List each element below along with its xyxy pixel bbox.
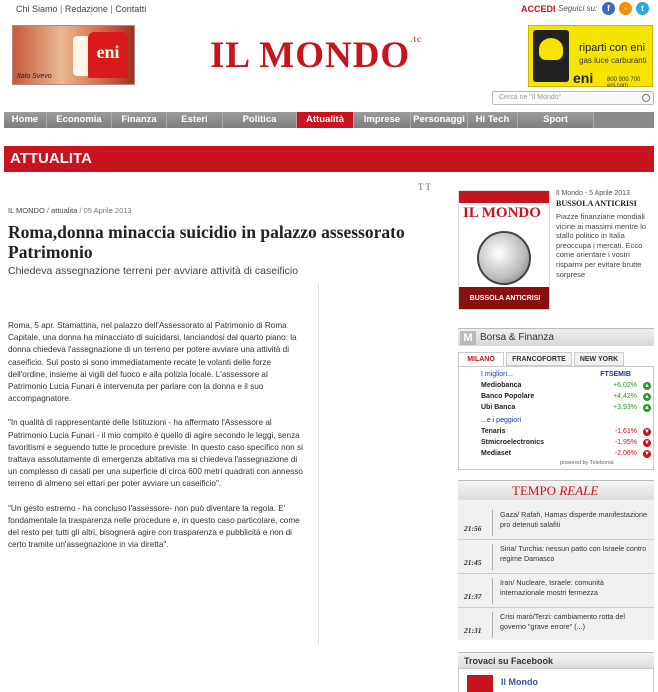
search-placeholder: Cerca ne "Il Mondo" [499, 94, 562, 101]
stock-change: -1,95% [614, 439, 637, 446]
search-input[interactable] [492, 91, 654, 105]
news-ticker [458, 500, 654, 640]
facebook-widget[interactable] [458, 668, 654, 692]
facebook-page-avatar [467, 675, 493, 692]
article-body [8, 320, 308, 563]
divider [492, 578, 493, 604]
search-icon[interactable] [642, 94, 650, 102]
market-tabs [458, 352, 654, 366]
article-date: 05 Aprile 2013 [83, 206, 132, 215]
twitter-icon[interactable]: t [636, 2, 649, 15]
column-divider [318, 284, 319, 644]
stock-name: Stmicroelectronics [481, 439, 545, 446]
eni-dog-logo-icon [533, 30, 569, 82]
ad-subline: gas luce carburanti [579, 56, 647, 65]
link-chi-siamo[interactable]: Chi Siamo [16, 4, 58, 14]
site-logo[interactable] [210, 34, 422, 77]
article-subtitle: Chiedeva assegnazione terreni per avviare attività di caseificio [8, 265, 299, 277]
borsa-title: Borsa & Finanza [480, 332, 554, 343]
divider [492, 510, 493, 536]
divider [492, 612, 493, 638]
table-row[interactable] [481, 427, 651, 437]
article-title: Roma,donna minaccia suicidio in palazzo assessorato Patrimonio [8, 222, 405, 262]
nav-attualita[interactable]: Attualità [297, 112, 354, 128]
follow-label: Seguici su: [558, 4, 598, 13]
nav-economia[interactable]: Economia [47, 112, 112, 128]
article-paragraph: "Un gesto estremo - ha concluso l'assessore- non può diventare la regola. E' fondamentale la trasparenza nelle procedure e, in questo caso particolare, come del resto per tutti gli altri, bisognerà agire con trasparenza e pubblicità e non di certo tramite un'assegnazione in via diretta". [8, 503, 300, 550]
arrow-down-icon: ▼ [644, 451, 650, 457]
table-row[interactable] [481, 403, 651, 413]
ad-banner-right[interactable] [528, 25, 653, 87]
nav-finanza[interactable]: Finanza [112, 112, 167, 128]
logo-suffix: .tc [410, 34, 422, 44]
main-nav [4, 112, 654, 128]
tempo-reale-header [458, 480, 654, 500]
rss-icon[interactable]: ◦ [619, 2, 632, 15]
tab-milano[interactable]: MILANO [458, 352, 504, 366]
cover-title[interactable]: BUSSOLA ANTICRISI [556, 199, 637, 208]
section-header [4, 146, 654, 172]
stock-change: +4,42% [613, 393, 637, 400]
login-link[interactable]: ACCEDI [521, 4, 556, 14]
stock-name: Ubi Banca [481, 404, 516, 411]
cover-masthead: IL MONDO [463, 205, 541, 221]
news-headline: Crisi marò/Terzi: cambiamento rotta del governo "grave errore" (...) [500, 612, 626, 631]
nav-imprese[interactable]: Imprese [354, 112, 411, 128]
ad-brand-logo: eni [88, 32, 128, 78]
table-row[interactable] [481, 381, 651, 391]
stock-change: -1,61% [614, 428, 637, 435]
title-part: REALE [559, 483, 599, 498]
divider [492, 544, 493, 570]
ad-headline: riparti con eni [579, 42, 646, 54]
news-headline: Gaza/ Rafah, Hamas disperde manifestazione pro detenuti salafiti [500, 510, 648, 529]
best-label: I migliori... [481, 371, 513, 378]
news-time: 21:31 [464, 626, 482, 635]
facebook-title: Trovaci su Facebook [464, 656, 554, 666]
logo-text: IL MONDO [210, 35, 411, 76]
arrow-up-icon: ▲ [644, 383, 650, 389]
arrow-up-icon: ▲ [644, 405, 650, 411]
nav-hi-tech[interactable]: Hi Tech [468, 112, 518, 128]
list-item[interactable] [458, 506, 654, 540]
nav-politica[interactable]: Politica [223, 112, 297, 128]
separator: | [60, 4, 65, 14]
table-row[interactable] [481, 392, 651, 402]
list-item[interactable] [458, 540, 654, 574]
font-size-controls[interactable]: T T [418, 182, 431, 192]
news-time: 21:45 [464, 558, 482, 567]
breadcrumb-site[interactable]: IL MONDO [8, 206, 45, 215]
worst-label: ...e i peggiori [481, 417, 522, 424]
facebook-icon[interactable]: f [602, 2, 615, 15]
stock-name: Banco Popolare [481, 393, 535, 400]
news-time: 21:37 [464, 592, 482, 601]
breadcrumb [8, 206, 132, 215]
link-redazione[interactable]: Redazione [64, 4, 108, 14]
arrow-down-icon: ▼ [644, 429, 650, 435]
nav-esteri[interactable]: Esteri [167, 112, 223, 128]
stock-change: +3,93% [613, 404, 637, 411]
arrow-up-icon: ▲ [644, 394, 650, 400]
separator: | [110, 4, 116, 14]
facebook-header [458, 652, 654, 668]
news-headline: Iran/ Nucleare, Israele: comunità internazionale mostri fermezza [500, 578, 604, 597]
news-headline: Siria/ Turchia: nessun patto con Israele contro regime Damasco [500, 544, 647, 563]
ad-brand: eni [573, 70, 594, 86]
ad-banner-left[interactable] [12, 25, 135, 85]
facebook-page-name[interactable]: Il Mondo [501, 677, 538, 687]
list-item[interactable] [458, 608, 654, 642]
arrow-down-icon: ▼ [644, 440, 650, 446]
table-row[interactable] [481, 449, 651, 459]
nav-home[interactable]: Home [4, 112, 47, 128]
table-row[interactable] [481, 438, 651, 448]
ad-contact: 800 900 700 eni.com [607, 77, 641, 89]
cover-date: Il Mondo - 5 Aprile 2013 [556, 190, 630, 197]
cover-description: Piazze finanziarie mondiali vicine ai massimi mentre lo stallo politico in Italia preoccupa i mercati. Ecco come orientare i vostri risparmi per evitare brutte sorprese [556, 212, 647, 279]
tab-francoforte[interactable]: FRANCOFORTE [506, 352, 572, 366]
section-title: ATTUALITA [10, 150, 92, 167]
stock-name: Mediobanca [481, 382, 522, 389]
borsa-header [458, 328, 654, 346]
powered-by: powered by Teleborsà [560, 460, 614, 466]
separator: / [79, 206, 84, 215]
nav-personaggi[interactable]: Personaggi [411, 112, 468, 128]
market-table [458, 366, 654, 470]
separator: / [46, 206, 52, 215]
breadcrumb-section[interactable]: attualita [51, 206, 78, 215]
nav-sport[interactable]: Sport [518, 112, 594, 128]
borsa-logo-icon: M [460, 331, 476, 345]
stock-name: Tenaris [481, 428, 506, 435]
index-label: FTSEMIB [600, 371, 631, 378]
title-part: TEMPO [512, 483, 557, 498]
news-time: 21:56 [464, 524, 482, 533]
tab-new-york[interactable]: NEW YORK [574, 352, 624, 366]
list-item[interactable] [458, 574, 654, 608]
article-paragraph: Roma, 5 apr. Stamattina, nel palazzo dell'Assessorato al Patrimonio di Roma Capitale, una donna ha minacciato di suicidarsi, lanciandosi dal quarto piano: la donna chiedeva l'assegnazione di un terreno per potere avviare una attività di caseificio. Sul posto si sono immediatamente recate le volanti delle forze dell'ordine, insieme ai vigili del fuoco e alla polizia locale. L'assessore al Patrimonio Lucia Funari è intervenuta per parlare con la donna e il suo accompagnatore. [8, 321, 297, 404]
top-links [16, 4, 146, 14]
stock-change: -2,06% [614, 450, 637, 457]
cover-top-bar [459, 191, 550, 203]
article-paragraph: "In qualità di rappresentante delle Istituzioni - ha affermato l'Assessore al Patrimonio Lucia Funari - il mio compito è quello di agire secondo le leggi, senza favoritismi e seguendo tutte le procedure previste. In questo caso specifico non si trattava assolutamente di emergenza abitativa ma si chiedeva l'assegnazione di un complesso di casali per una superficie di circa 600 metri quadrati con annesso terreno di almeno sei ettari per poter avviare un caseificio". [8, 418, 303, 489]
ad-caption: Italo Svevo [17, 73, 52, 80]
tempo-reale-title [512, 483, 598, 499]
stock-name: Mediaset [481, 450, 511, 457]
link-contatti[interactable]: Contatti [115, 4, 147, 14]
cover-banner: BUSSOLA ANTICRISI [459, 287, 550, 309]
magazine-cover[interactable] [458, 190, 550, 310]
compass-illustration [477, 231, 531, 285]
stock-change: +6,02% [613, 382, 637, 389]
